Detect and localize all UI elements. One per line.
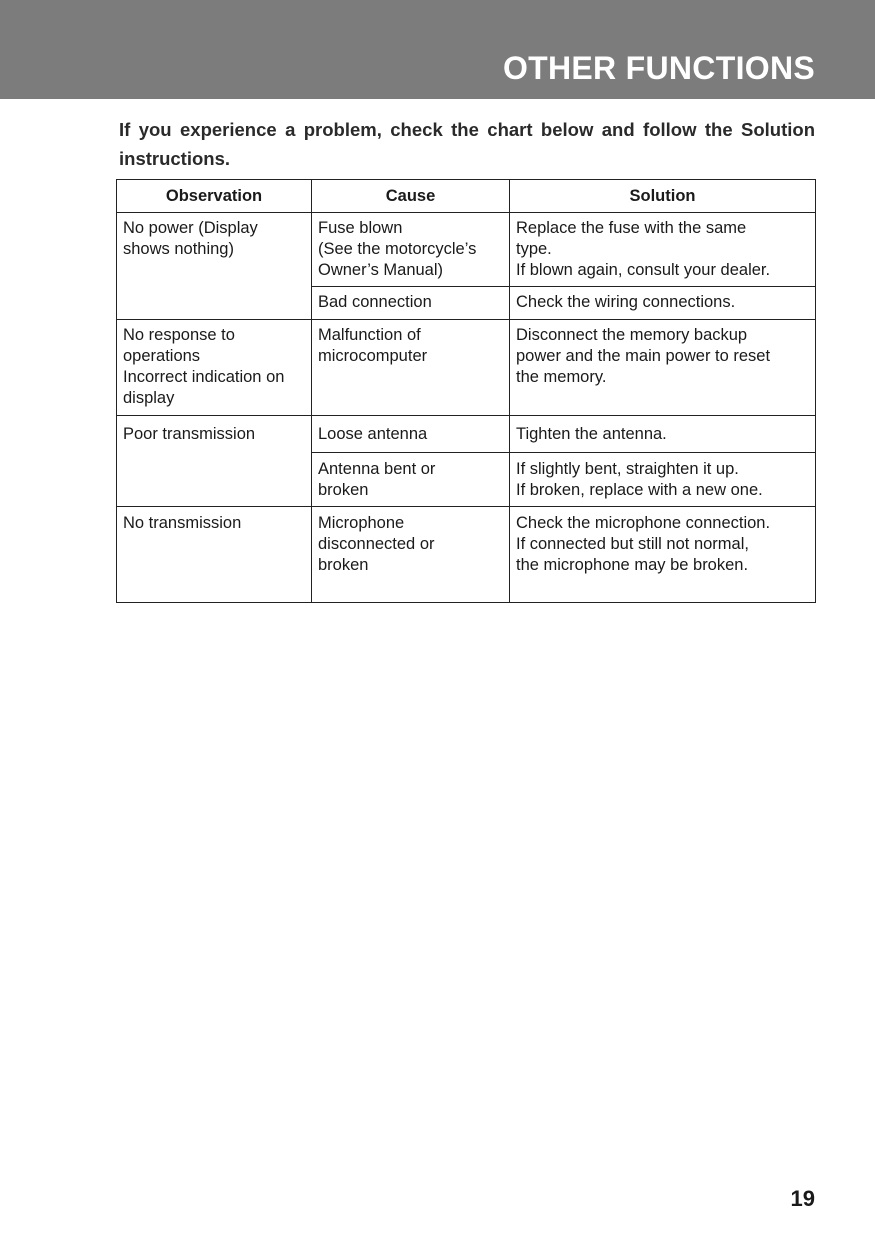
table-row (117, 507, 816, 603)
page-number: 19 (790, 1186, 815, 1211)
cause-cell: Antenna bent or broken (312, 453, 510, 507)
table-row (117, 416, 816, 453)
troubleshooting-table (116, 179, 816, 603)
solution-cell: If slightly bent, straighten it up. If broken, replace with a new one. (510, 453, 816, 507)
column-header-cause: Cause (312, 180, 510, 213)
cause-cell: Microphone disconnected or broken (312, 507, 510, 603)
table-row (117, 213, 816, 287)
page-title: OTHER FUNCTIONS (502, 50, 815, 86)
column-header-solution: Solution (510, 180, 816, 213)
cause-cell: Fuse blown (See the motorcycle’s Owner’s Manual) (312, 213, 510, 287)
cause-cell: Bad connection (312, 287, 510, 320)
table-row (117, 320, 816, 416)
observation-cell: Poor transmission (117, 416, 312, 507)
table-header-row (117, 180, 816, 213)
observation-cell: No transmission (117, 507, 312, 603)
observation-cell: No power (Display shows nothing) (117, 213, 312, 320)
solution-cell: Tighten the antenna. (510, 416, 816, 453)
column-header-observation: Observation (117, 180, 312, 213)
observation-cell: No response to operations Incorrect indication on display (117, 320, 312, 416)
solution-cell: Replace the fuse with the same type. If blown again, consult your dealer. (510, 213, 816, 287)
solution-cell: Disconnect the memory backup power and the main power to reset the memory. (510, 320, 816, 416)
intro-text: If you experience a problem, check the chart below and follow the Solution instructions. (119, 119, 815, 169)
cause-cell: Loose antenna (312, 416, 510, 453)
solution-cell: Check the microphone connection. If connected but still not normal, the microphone may be broken. (510, 507, 816, 603)
cause-cell: Malfunction of microcomputer (312, 320, 510, 416)
solution-cell: Check the wiring connections. (510, 287, 816, 320)
header-band (0, 0, 875, 99)
